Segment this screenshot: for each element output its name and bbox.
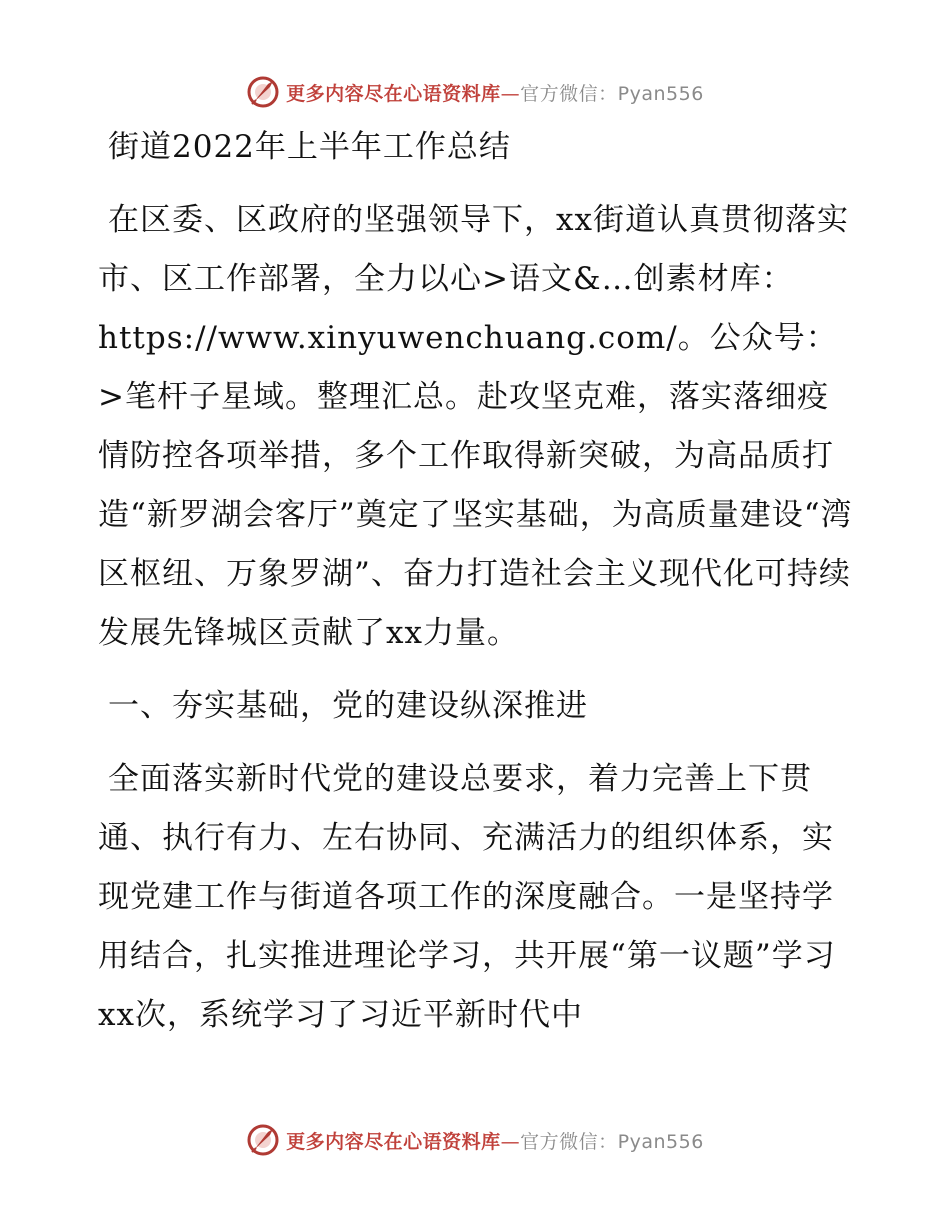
watermark-contact: 官方微信：Pyan556 (520, 82, 704, 105)
quill-logo-icon (246, 75, 280, 109)
watermark-header (0, 72, 950, 112)
document-body (98, 118, 858, 1045)
section-heading-1: 一、夯实基础，党的建设纵深推进 (108, 688, 588, 724)
watermark-dash: — (500, 82, 521, 105)
watermark-dash: — (500, 1130, 521, 1153)
watermark-text (286, 79, 704, 106)
watermark-footer (0, 1120, 950, 1160)
quill-logo-icon (246, 1123, 280, 1157)
watermark-lead: 更多内容尽在心语资料库 (286, 1130, 501, 1153)
document-title: 街道2022年上半年工作总结 (108, 129, 511, 165)
watermark-text (286, 1127, 704, 1154)
watermark-lead: 更多内容尽在心语资料库 (286, 82, 501, 105)
paragraph-intro: 在区委、区政府的坚强领导下，xx街道认真贯彻落实市、区工作部署，全力以心>语文&…创素材库：https://www.xinyuwenchuang.com/。公众号：>笔杆子星域。整理汇总。赴攻坚克难，落实落细疫情防控各项举措，多个工作取得新突破，为高品质打造“新罗湖会客厅”奠定了坚实基础，为高质量建设“湾区枢纽、万象罗湖”、奋力打造社会主义现代化可持续发展先锋城区贡献了xx力量。 (98, 202, 853, 651)
paragraph-party-building: 全面落实新时代党的建设总要求，着力完善上下贯通、执行有力、左右协同、充满活力的组织体系，实现党建工作与街道各项工作的深度融合。一是坚持学用结合，扎实推进理论学习，共开展“第一议题”学习xx次，系统学习了习近平新时代中 (98, 761, 836, 1033)
watermark-contact: 官方微信：Pyan556 (520, 1130, 704, 1153)
